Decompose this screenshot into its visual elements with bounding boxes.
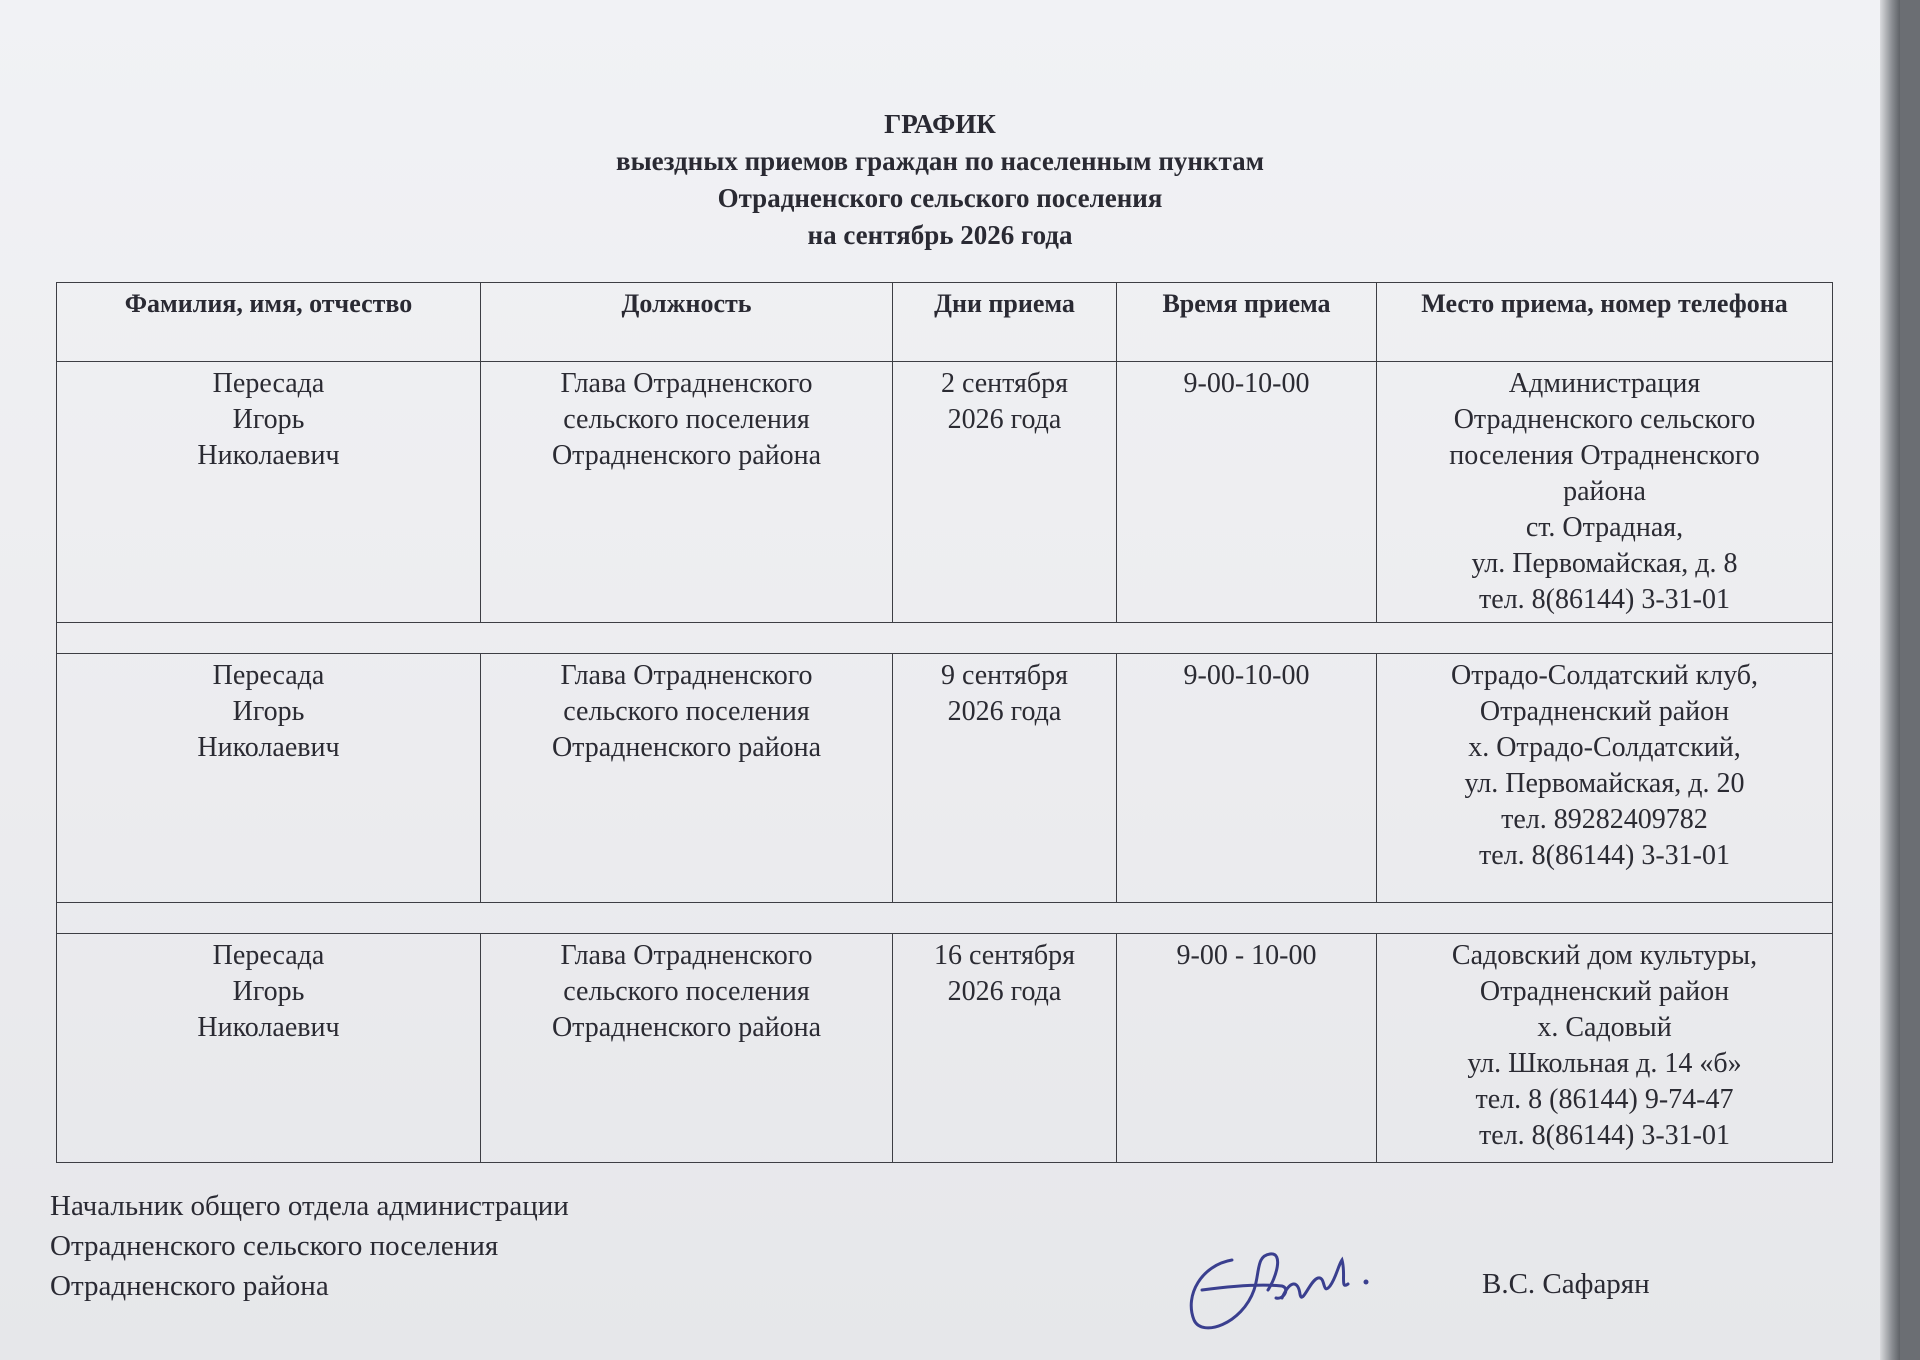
cell-text: Глава Отрадненского — [560, 940, 813, 971]
cell-name — [57, 362, 481, 623]
spacer-cell — [57, 623, 1833, 654]
cell-day — [893, 362, 1117, 623]
header-fio: Фамилия, имя, отчество — [57, 283, 481, 362]
table-row — [57, 362, 1833, 623]
cell-text: Отрадненского района — [551, 440, 822, 471]
cell-place — [1377, 934, 1833, 1163]
title-line: Отрадненского сельского поселения — [717, 183, 1163, 213]
cell-text: Отрадненского сельского — [1453, 404, 1756, 435]
header-place: Место приема, номер телефона — [1377, 283, 1833, 362]
signer-name: В.С. Сафарян — [1482, 1268, 1650, 1300]
cell-text: 2026 года — [947, 404, 1062, 435]
cell-text: поселения Отрадненского — [1449, 440, 1760, 471]
footer-line: Начальник общего отдела администрации — [50, 1190, 569, 1222]
cell-text: ул. Школьная д. 14 «б» — [1467, 1048, 1742, 1079]
footer-line: Отрадненского сельского поселения — [50, 1230, 499, 1262]
cell-text: ул. Первомайская, д. 8 — [1471, 548, 1738, 579]
schedule-table — [56, 282, 1833, 1163]
cell-text: Игорь — [232, 696, 305, 727]
handwritten-signature-icon — [1172, 1220, 1402, 1340]
cell-text: Глава Отрадненского — [560, 660, 813, 691]
cell-position — [481, 934, 893, 1163]
cell-text: 2026 года — [947, 976, 1062, 1007]
cell-text: Глава Отрадненского — [560, 368, 813, 399]
table-row — [57, 934, 1833, 1163]
cell-text: тел. 8 (86144) 9-74-47 — [1475, 1084, 1734, 1115]
cell-time: 9-00-10-00 — [1117, 654, 1377, 903]
cell-name — [57, 654, 481, 903]
cell-text: сельского поселения — [563, 696, 810, 727]
cell-text: Отрадненский район — [1479, 976, 1730, 1007]
title-line: ГРАФИК — [884, 109, 996, 139]
cell-text: 16 сентября — [933, 940, 1076, 971]
cell-text: Николаевич — [197, 732, 340, 763]
cell-day — [893, 654, 1117, 903]
footer-line: Отрадненского района — [50, 1270, 329, 1302]
cell-day — [893, 934, 1117, 1163]
table-header-row — [57, 283, 1833, 362]
document-title — [0, 106, 1880, 254]
cell-text: ул. Первомайская, д. 20 — [1464, 768, 1745, 799]
cell-text: 2026 года — [947, 696, 1062, 727]
title-line: на сентябрь 2026 года — [807, 220, 1073, 250]
title-line: выездных приемов граждан по населенным пунктам — [616, 146, 1264, 176]
cell-time: 9-00 - 10-00 — [1117, 934, 1377, 1163]
cell-text: Николаевич — [197, 440, 340, 471]
cell-text: сельского поселения — [563, 976, 810, 1007]
cell-text: ст. Отрадная, — [1525, 512, 1684, 543]
signature-block — [50, 1186, 569, 1306]
cell-position — [481, 362, 893, 623]
cell-text: х. Отрадо-Солдатский, — [1468, 732, 1741, 763]
cell-time: 9-00-10-00 — [1117, 362, 1377, 623]
cell-text: х. Садовый — [1537, 1012, 1672, 1043]
spacer-cell — [57, 903, 1833, 934]
cell-text: Игорь — [232, 976, 305, 1007]
header-time: Время приема — [1117, 283, 1377, 362]
cell-text: Отрадненский район — [1479, 696, 1730, 727]
cell-text: Пересада — [212, 368, 325, 399]
cell-text: Отрадненского района — [551, 1012, 822, 1043]
cell-place — [1377, 362, 1833, 623]
cell-text: Садовский дом культуры, — [1451, 940, 1758, 971]
cell-text: 9 сентября — [940, 660, 1069, 691]
table-row — [57, 654, 1833, 903]
cell-text: Игорь — [232, 404, 305, 435]
cell-text: 2 сентября — [940, 368, 1069, 399]
cell-text: Пересада — [212, 660, 325, 691]
cell-text: тел. 8(86144) 3-31-01 — [1479, 584, 1730, 615]
cell-text: сельского поселения — [563, 404, 810, 435]
cell-text: Администрация — [1508, 368, 1701, 399]
spacer-row — [57, 623, 1833, 654]
cell-text: Пересада — [212, 940, 325, 971]
cell-position — [481, 654, 893, 903]
cell-place — [1377, 654, 1833, 903]
cell-text: Отрадненского района — [551, 732, 822, 763]
cell-text: тел. 89282409782 — [1501, 804, 1708, 835]
spacer-row — [57, 903, 1833, 934]
cell-text: Отрадо-Солдатский клуб, — [1450, 660, 1759, 691]
cell-text: Николаевич — [197, 1012, 340, 1043]
header-position: Должность — [481, 283, 893, 362]
cell-name — [57, 934, 481, 1163]
cell-text: района — [1563, 476, 1646, 507]
header-days: Дни приема — [893, 283, 1117, 362]
cell-text: тел. 8(86144) 3-31-01 — [1479, 840, 1730, 871]
paper-edge — [1880, 0, 1900, 1360]
cell-text: тел. 8(86144) 3-31-01 — [1479, 1120, 1730, 1151]
